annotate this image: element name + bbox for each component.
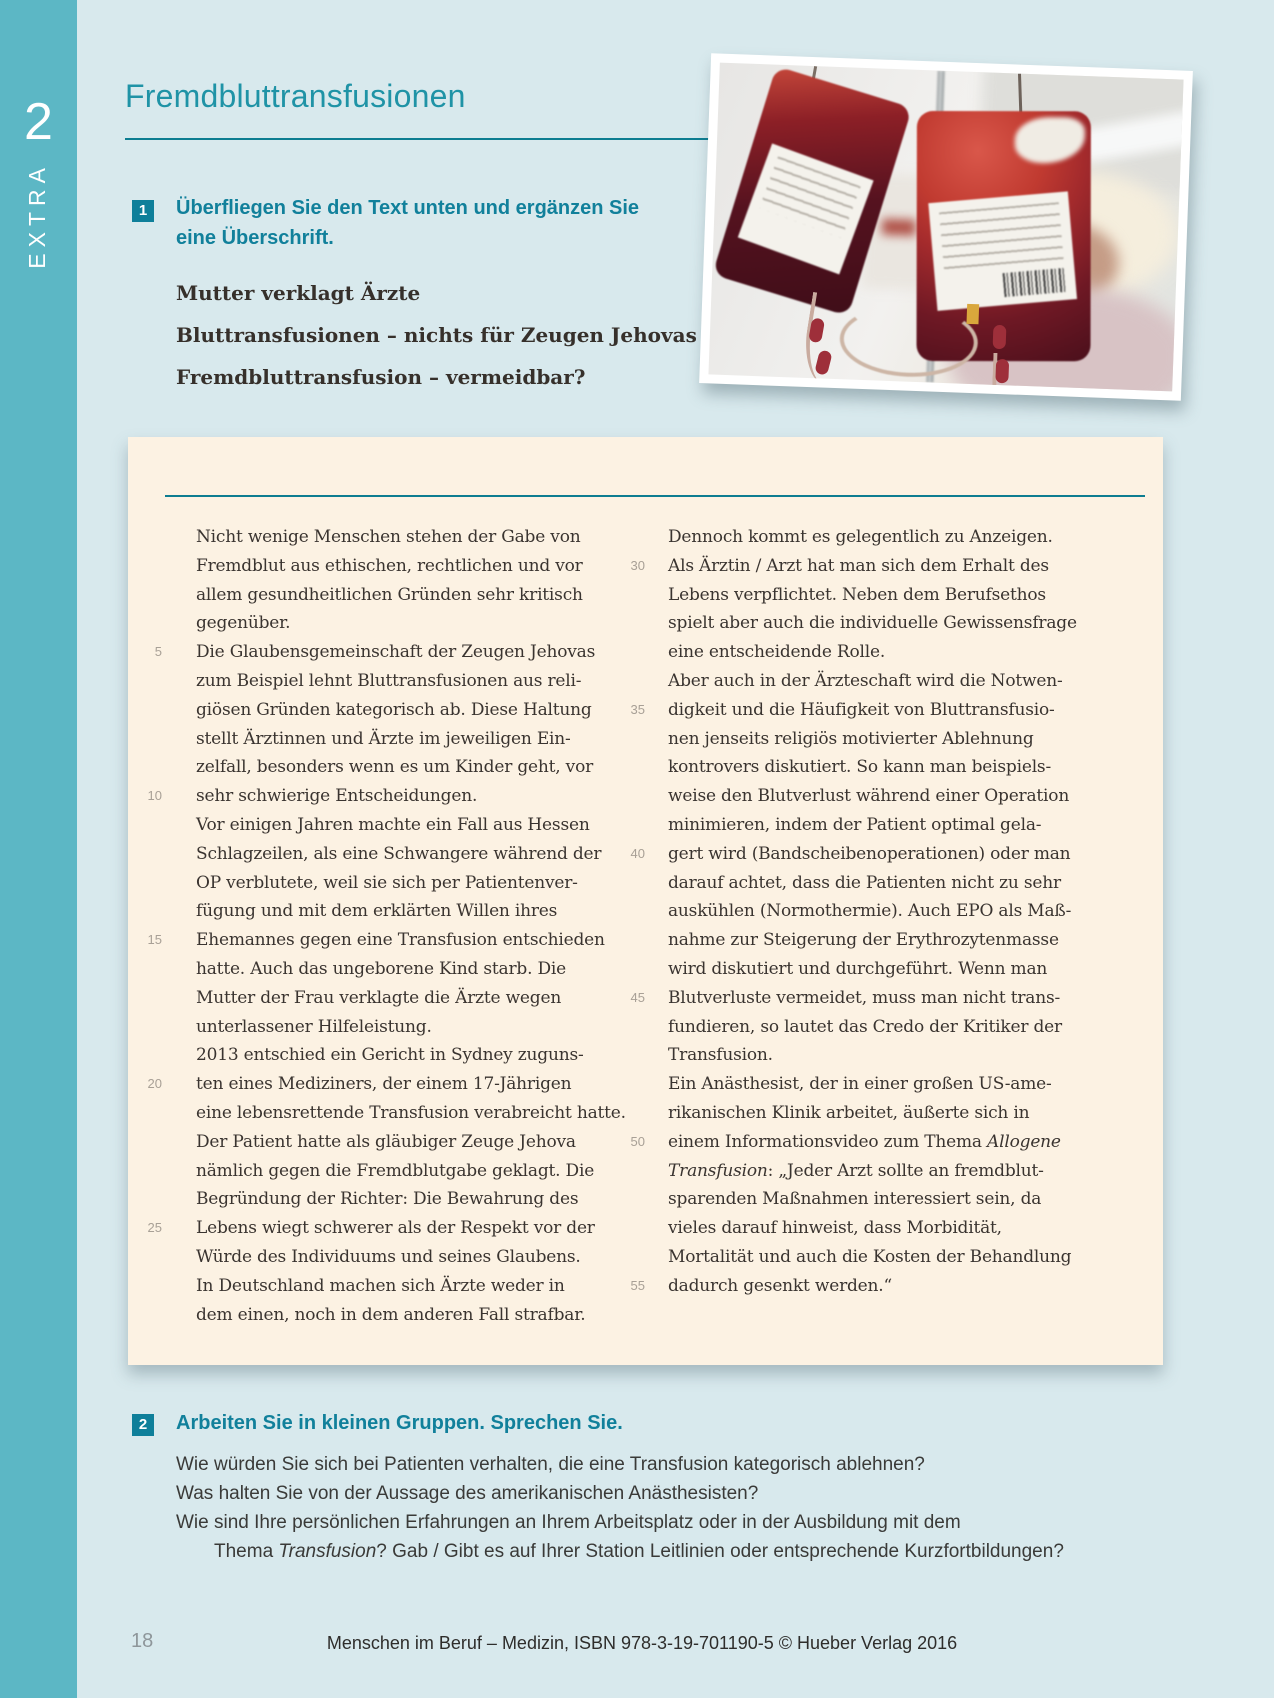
line-number — [611, 926, 645, 955]
line-text: gert wird (Bandscheibenoperationen) oder man — [668, 843, 1071, 864]
line-number — [611, 581, 645, 610]
line-text: Fremdblut aus ethischen, rechtlichen und vor — [196, 555, 583, 576]
line-text: Begründung der Richter: Die Bewahrung des — [196, 1189, 579, 1210]
line-number: 35 — [630, 701, 645, 717]
line-text: wird diskutiert und durchgeführt. Wenn man — [668, 958, 1048, 979]
text-line — [128, 840, 626, 869]
line-number — [128, 725, 162, 754]
line-text: fundieren, so lautet das Credo der Kritiker der — [668, 1016, 1062, 1037]
text-line — [128, 609, 626, 638]
footer-imprint: Menschen im Beruf – Medizin, ISBN 978-3-19-701190-5 © Hueber Verlag 2016 — [326, 1633, 958, 1653]
reading-textbox — [128, 437, 1163, 1365]
line-number — [611, 1243, 645, 1272]
text-line — [128, 696, 626, 725]
line-number — [611, 1157, 645, 1186]
headline-option: Fremdbluttransfusion – vermeidbar? — [176, 365, 586, 389]
line-text: spielt aber auch die individuelle Gewissensfrage — [668, 613, 1077, 634]
text-line — [128, 782, 626, 811]
line-text: hatte. Auch das ungeborene Kind starb. Die — [196, 958, 567, 979]
line-text: Der Patient hatte als gläubiger Zeuge Jehova — [196, 1131, 576, 1152]
line-text: unterlassener Hilfeleistung. — [196, 1016, 432, 1037]
line-text: Vor einigen Jahren machte ein Fall aus Hessen — [196, 814, 590, 835]
line-number: 20 — [147, 1076, 162, 1092]
reading-text-right-column — [611, 523, 1077, 1301]
line-number: 40 — [630, 845, 645, 861]
line-text: Mortalität und auch die Kosten der Behandlung — [668, 1246, 1072, 1267]
sidebar — [0, 0, 77, 1698]
line-number — [611, 725, 645, 754]
text-line — [128, 984, 626, 1013]
line-number — [128, 840, 162, 869]
text-line — [128, 1272, 626, 1301]
line-number: 15 — [147, 932, 162, 948]
line-text: vieles darauf hinweist, dass Morbidität, — [668, 1218, 1002, 1239]
exercise2-badge: 2 — [132, 1414, 154, 1436]
line-number — [611, 782, 645, 811]
blood-bag-label — [928, 191, 1077, 311]
line-text: dem einen, noch in dem anderen Fall strafbar. — [196, 1304, 586, 1325]
text-line — [611, 1214, 1077, 1243]
exercise1-badge: 1 — [132, 200, 154, 222]
unit-number: 2 — [24, 93, 53, 151]
line-text: Würde des Individuums und seines Glaubens. — [196, 1246, 581, 1267]
line-number — [128, 1243, 162, 1272]
line-text: sehr schwierige Entscheidungen. — [196, 786, 478, 807]
text-line — [611, 1243, 1077, 1272]
line-number — [128, 869, 162, 898]
line-text: weise den Blutverlust während einer Operation — [668, 786, 1070, 807]
text-line — [128, 869, 626, 898]
exercise1-instruction-line: eine Überschrift. — [176, 227, 334, 249]
line-number: 10 — [147, 788, 162, 804]
discussion-question: Wie sind Ihre persönlichen Erfahrungen an Ihrem Arbeitsplatz oder in der Ausbildung mit dem — [176, 1512, 961, 1533]
text-line — [128, 955, 626, 984]
photo — [699, 53, 1193, 400]
line-text: ten eines Mediziners, der einem 17-Jährigen — [196, 1074, 572, 1095]
line-number — [611, 1041, 645, 1070]
line-number — [128, 1013, 162, 1042]
line-number — [611, 1013, 645, 1042]
line-number — [128, 552, 162, 581]
line-number — [128, 581, 162, 610]
text-line — [128, 1099, 626, 1128]
text-line — [611, 811, 1077, 840]
exercise2-instruction: Arbeiten Sie in kleinen Gruppen. Sprechen Sie. — [176, 1412, 623, 1434]
line-number — [611, 1099, 645, 1128]
line-number — [611, 955, 645, 984]
title-rule — [125, 138, 715, 140]
line-number — [611, 523, 645, 552]
photo-background-label — [882, 219, 917, 236]
headline-options — [176, 281, 697, 407]
line-number — [611, 1070, 645, 1099]
textbox-rule — [165, 495, 1145, 497]
text-line — [611, 667, 1077, 696]
text-line — [611, 638, 1077, 667]
line-number — [611, 609, 645, 638]
text-line — [128, 725, 626, 754]
text-line — [611, 1128, 1077, 1157]
text-line — [128, 1041, 626, 1070]
line-number — [128, 1185, 162, 1214]
line-text: Die Glaubensgemeinschaft der Zeugen Jehovas — [196, 642, 596, 663]
line-number — [611, 1214, 645, 1243]
discussion-question: Was halten Sie von der Aussage des amerikanischen Anästhesisten? — [176, 1483, 759, 1504]
headline-option: Mutter verklagt Ärzte — [176, 281, 421, 305]
line-number — [128, 1272, 162, 1301]
text-line — [611, 523, 1077, 552]
text-line — [611, 1041, 1077, 1070]
line-text: sparenden Maßnahmen interessiert sein, da — [668, 1189, 1042, 1210]
line-number: 50 — [630, 1133, 645, 1149]
barcode — [1003, 268, 1067, 297]
line-number: 55 — [630, 1277, 645, 1293]
line-text: Dennoch kommt es gelegentlich zu Anzeigen. — [668, 527, 1053, 547]
line-number — [128, 753, 162, 782]
line-text: allem gesundheitlichen Gründen sehr kritisch — [196, 584, 583, 605]
line-number — [128, 1157, 162, 1186]
page-title: Fremdbluttransfusionen — [125, 78, 466, 114]
text-line — [611, 1070, 1077, 1099]
headline-option: Bluttransfusionen – nichts für Zeugen Jehovas — [176, 323, 697, 347]
text-line — [128, 1013, 626, 1042]
text-line — [611, 1157, 1077, 1186]
line-text: giösen Gründen kategorisch ab. Diese Haltung — [196, 699, 592, 720]
text-line — [128, 897, 626, 926]
discussion-questions — [176, 1450, 1064, 1566]
reading-text-left-column — [128, 523, 626, 1329]
line-text: zelfall, besonders wenn es um Kinder geht, vor — [196, 757, 594, 778]
line-text: zum Beispiel lehnt Bluttransfusionen aus reli- — [196, 670, 582, 691]
text-line — [128, 1157, 626, 1186]
tube-blood-segment — [995, 359, 1009, 383]
text-line — [128, 523, 626, 552]
text-line — [611, 725, 1077, 754]
text-line — [611, 955, 1077, 984]
discussion-question: Thema Transfusion? Gab / Gibt es auf Ihrer Station Leitlinien oder entsprechende Kurzfortbildungen? — [214, 1541, 1064, 1562]
line-number — [128, 523, 162, 552]
line-number: 30 — [630, 557, 645, 573]
text-line — [611, 753, 1077, 782]
text-line — [611, 782, 1077, 811]
text-line — [128, 1301, 626, 1330]
line-text: Lebens wiegt schwerer als der Respekt vor der — [196, 1218, 595, 1239]
line-number — [128, 955, 162, 984]
line-text: rikanischen Klinik arbeitet, äußerte sich in — [668, 1102, 1030, 1123]
text-line — [611, 581, 1077, 610]
line-number — [611, 753, 645, 782]
line-text: Transfusion: „Jeder Arzt sollte an fremdblut- — [668, 1160, 1044, 1181]
line-text: Mutter der Frau verklagte die Ärzte wegen — [196, 987, 562, 1008]
line-number — [128, 667, 162, 696]
line-text: eine lebensrettende Transfusion verabreicht hatte. — [196, 1102, 626, 1123]
line-text: digkeit und die Häufigkeit von Bluttransfusio- — [668, 699, 1055, 720]
line-number — [128, 1041, 162, 1070]
line-text: In Deutschland machen sich Ärzte weder in — [196, 1275, 565, 1296]
text-line — [611, 696, 1077, 725]
line-text: Schlagzeilen, als eine Schwangere während der — [196, 843, 602, 864]
tube-blood-segment — [993, 325, 1007, 349]
line-number — [128, 1301, 162, 1330]
text-line — [611, 1272, 1077, 1301]
text-line — [611, 984, 1077, 1013]
text-line — [128, 753, 626, 782]
line-number — [128, 811, 162, 840]
line-text: nämlich gegen die Fremdblutgabe geklagt. Die — [196, 1160, 595, 1181]
line-text: darauf achtet, dass die Patienten nicht zu sehr — [668, 872, 1061, 893]
line-number — [611, 811, 645, 840]
line-number — [611, 869, 645, 898]
exercise1-instruction-line: Überfliegen Sie den Text unten und ergänzen Sie — [176, 197, 640, 219]
blood-bag-label — [738, 143, 874, 274]
line-text: Ehemannes gegen eine Transfusion entschieden — [196, 930, 605, 951]
line-number — [611, 897, 645, 926]
line-text: Als Ärztin / Arzt hat man sich dem Erhalt des — [668, 555, 1049, 576]
text-line — [128, 638, 626, 667]
line-number: 5 — [154, 644, 162, 660]
line-number — [128, 609, 162, 638]
tube-clamp — [966, 304, 979, 324]
text-line — [611, 1099, 1077, 1128]
text-line — [128, 1243, 626, 1272]
line-text: Nicht wenige Menschen stehen der Gabe von — [196, 527, 581, 547]
line-text: 2013 entschied ein Gericht in Sydney zuguns- — [196, 1045, 584, 1066]
label-text-lines — [939, 202, 1064, 271]
line-text: gegenüber. — [196, 613, 291, 634]
text-line — [611, 897, 1077, 926]
text-line — [128, 1214, 626, 1243]
text-line — [128, 1185, 626, 1214]
line-text: Lebens verpflichtet. Neben dem Berufsethos — [668, 584, 1046, 605]
line-text: OP verblutete, weil sie sich per Patientenver- — [196, 872, 578, 893]
line-text: Transfusion. — [668, 1045, 773, 1066]
line-text: Aber auch in der Ärzteschaft wird die Notwen- — [668, 670, 1063, 691]
page-number: 18 — [131, 1630, 154, 1652]
line-text: eine entscheidende Rolle. — [668, 642, 886, 663]
line-number — [128, 696, 162, 725]
label-text-lines — [759, 156, 861, 238]
text-line — [128, 811, 626, 840]
text-line — [128, 667, 626, 696]
line-number — [611, 667, 645, 696]
line-text: einem Informationsvideo zum Thema Allogene — [668, 1131, 1061, 1152]
line-text: auskühlen (Normothermie). Auch EPO als Maß- — [668, 901, 1072, 922]
line-number: 25 — [147, 1220, 162, 1236]
line-number — [128, 984, 162, 1013]
line-text: dadurch gesenkt werden.“ — [668, 1275, 892, 1296]
line-text: nen jenseits religiös motivierter Ablehnung — [668, 728, 1034, 749]
text-line — [611, 926, 1077, 955]
line-number — [611, 638, 645, 667]
blood-bag-air-pocket — [1015, 117, 1085, 163]
line-text: nahme zur Steigerung der Erythrozytenmasse — [668, 930, 1059, 951]
discussion-question: Wie würden Sie sich bei Patienten verhalten, die eine Transfusion kategorisch ablehnen? — [176, 1454, 925, 1475]
text-line — [611, 1013, 1077, 1042]
line-number — [128, 897, 162, 926]
text-line — [128, 1070, 626, 1099]
text-line — [611, 869, 1077, 898]
sidebar-label-extra: EXTRA — [24, 162, 50, 269]
text-line — [611, 840, 1077, 869]
line-text: Ein Anästhesist, der in einer großen US-ame- — [668, 1074, 1052, 1095]
line-text: minimieren, indem der Patient optimal gela- — [668, 814, 1042, 835]
text-line — [611, 1185, 1077, 1214]
line-text: kontrovers diskutiert. So kann man beispiels- — [668, 757, 1052, 778]
photo-image — [708, 63, 1183, 392]
text-line — [611, 552, 1077, 581]
line-number: 45 — [630, 989, 645, 1005]
line-number — [128, 1128, 162, 1157]
text-line — [128, 926, 626, 955]
text-line — [128, 1128, 626, 1157]
text-line — [611, 609, 1077, 638]
line-text: fügung und mit dem erklärten Willen ihres — [196, 901, 558, 922]
line-number — [128, 1099, 162, 1128]
text-line — [128, 581, 626, 610]
line-number — [611, 1185, 645, 1214]
exercise1-instruction — [176, 193, 639, 253]
line-text: Blutverluste vermeidet, muss man nicht trans- — [668, 987, 1061, 1008]
line-text: stellt Ärztinnen und Ärzte im jeweiligen Ein- — [196, 728, 571, 749]
text-line — [128, 552, 626, 581]
